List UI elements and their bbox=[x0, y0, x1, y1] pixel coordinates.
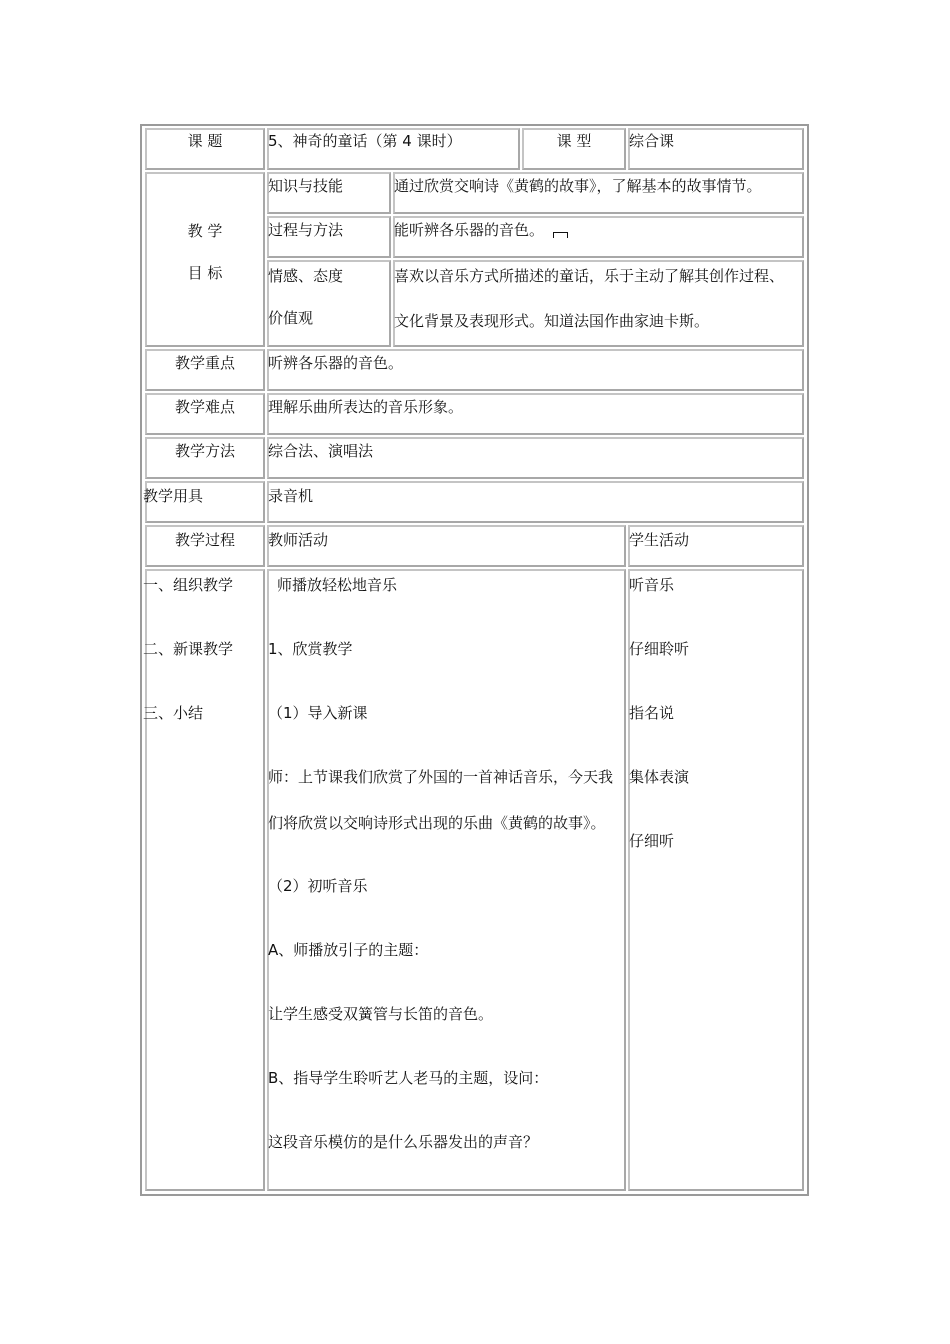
student-line: 仔细听 bbox=[629, 832, 675, 850]
difficulty-value: 理解乐曲所表达的音乐形象。 bbox=[268, 398, 464, 416]
step-item: 二、新课教学 bbox=[143, 640, 234, 658]
focus-value: 听辨各乐器的音色。 bbox=[268, 354, 404, 372]
teacher-line: 这段音乐模仿的是什么乐器发出的声音？ bbox=[268, 1133, 539, 1151]
knowledge-label: 知识与技能 bbox=[268, 177, 344, 195]
topic-label: 课 题 bbox=[187, 132, 223, 150]
teacher-line: 师播放轻松地音乐 bbox=[277, 576, 398, 594]
teacher-line: A、师播放引子的主题： bbox=[268, 941, 429, 959]
student-line: 集体表演 bbox=[629, 768, 690, 786]
emotion-label-line2: 价值观 bbox=[268, 309, 314, 327]
teacher-line: 师：上节课我们欣赏了外国的一首神话音乐，今天我 bbox=[268, 768, 614, 786]
teacher-line: B、指导学生聆听艺人老马的主题，设问： bbox=[268, 1069, 549, 1087]
process-header-label: 教学过程 bbox=[174, 531, 235, 549]
text-cursor-mark bbox=[553, 232, 568, 238]
teacher-header: 教师活动 bbox=[268, 531, 329, 549]
goals-label-line1: 教 学 bbox=[187, 222, 223, 240]
student-header: 学生活动 bbox=[629, 531, 690, 549]
goals-label-line2: 目 标 bbox=[187, 264, 223, 282]
type-value: 综合课 bbox=[629, 132, 675, 150]
emotion-value-line2: 文化背景及表现形式。知道法国作曲家迪卡斯。 bbox=[394, 312, 710, 330]
teacher-line: 1、欣赏教学 bbox=[268, 640, 353, 658]
focus-label: 教学重点 bbox=[174, 354, 235, 372]
student-line: 听音乐 bbox=[629, 576, 675, 594]
difficulty-label: 教学难点 bbox=[174, 398, 235, 416]
method-label: 教学方法 bbox=[174, 442, 235, 460]
steps-cell bbox=[145, 569, 265, 1191]
teacher-line: 们将欣赏以交响诗形式出现的乐曲《黄鹤的故事》。 bbox=[268, 814, 606, 832]
emotion-value-line1: 喜欢以音乐方式所描述的童话，乐于主动了解其创作过程、 bbox=[394, 267, 785, 285]
goals-label-cell bbox=[145, 172, 265, 347]
tools-value: 录音机 bbox=[268, 487, 314, 505]
type-label: 课 型 bbox=[556, 132, 592, 150]
knowledge-value: 通过欣赏交响诗《黄鹤的故事》，了解基本的故事情节。 bbox=[394, 177, 762, 195]
student-line: 指名说 bbox=[629, 704, 675, 722]
step-item: 三、小结 bbox=[143, 704, 204, 722]
method-value: 综合法、演唱法 bbox=[268, 442, 374, 460]
teacher-line: （1）导入新课 bbox=[268, 704, 368, 722]
process-value: 能听辨各乐器的音色。 bbox=[394, 221, 545, 239]
student-line: 仔细聆听 bbox=[629, 640, 690, 658]
student-activity-cell bbox=[628, 569, 804, 1191]
process-label: 过程与方法 bbox=[268, 221, 344, 239]
teacher-line: 让学生感受双簧管与长笛的音色。 bbox=[268, 1005, 494, 1023]
teacher-line: （2）初听音乐 bbox=[268, 877, 368, 895]
tools-label: 教学用具 bbox=[143, 487, 204, 505]
topic-value: 5、神奇的童话（第 4 课时） bbox=[268, 132, 462, 150]
step-item: 一、组织教学 bbox=[143, 576, 234, 594]
emotion-label-line1: 情感、态度 bbox=[268, 267, 344, 285]
tools-value-cell bbox=[267, 481, 804, 523]
